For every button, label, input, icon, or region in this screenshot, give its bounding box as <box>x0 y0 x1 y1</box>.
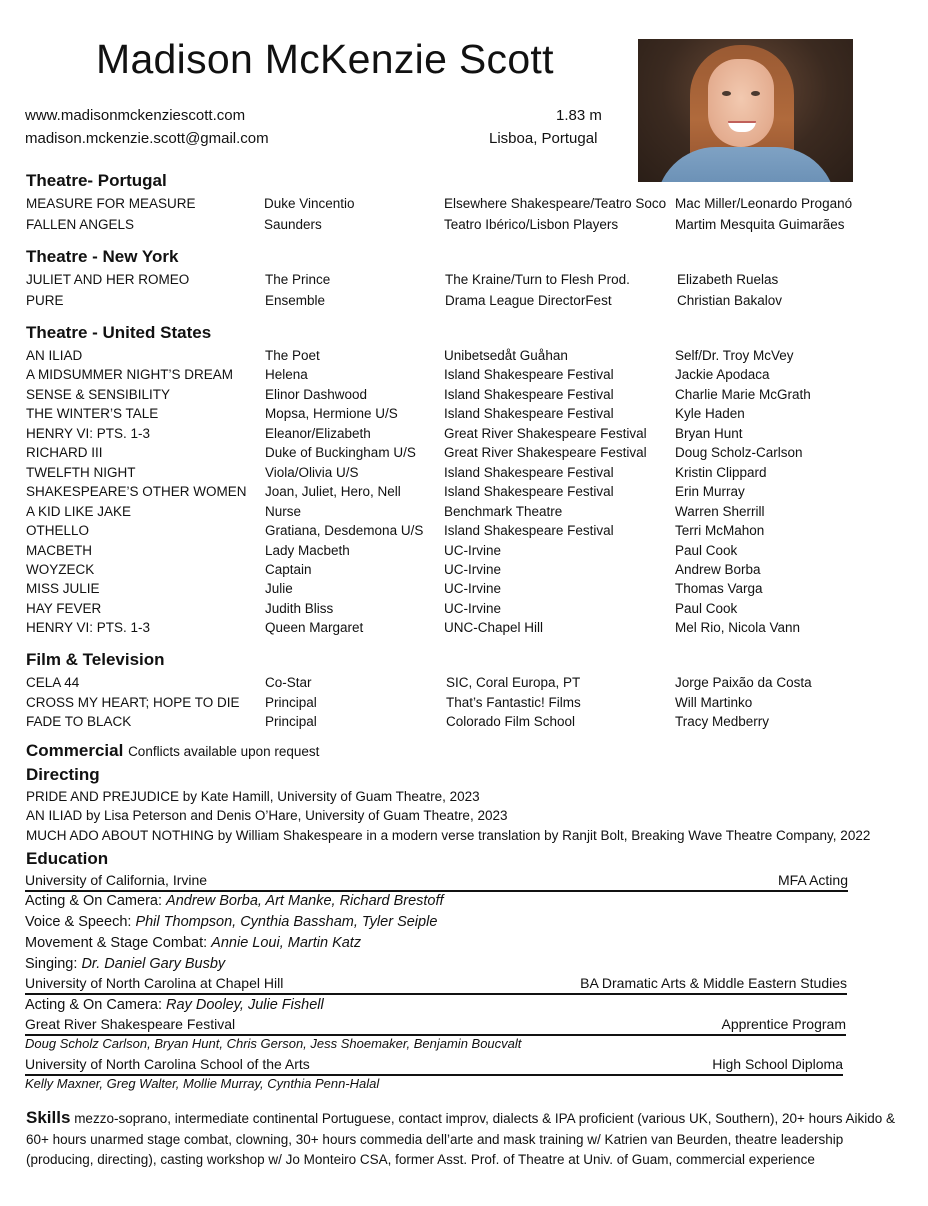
company: Great River Shakespeare Festival <box>444 445 647 461</box>
role: Ensemble <box>265 292 326 308</box>
production-title: SHAKESPEARE’S OTHER WOMEN <box>26 484 247 500</box>
credit-row <box>0 385 928 404</box>
production-title: FALLEN ANGELS <box>26 216 135 232</box>
directing-item: AN ILIAD by Lisa Peterson and Denis O’Hare, University of Guam Theatre, 2023 <box>26 808 508 823</box>
website-link[interactable]: www.madisonmckenziescott.com <box>25 107 246 124</box>
director: Kristin Clippard <box>675 464 767 480</box>
role: Saunders <box>264 216 322 232</box>
director: Elizabeth Ruelas <box>677 272 779 287</box>
director: Andrew Borba <box>675 561 761 577</box>
director: Paul Cook <box>675 600 738 616</box>
company: UC-Irvine <box>444 561 502 577</box>
degree: BA Dramatic Arts & Middle Eastern Studies <box>580 975 847 991</box>
company: Elsewhere Shakespeare/Teatro Soco <box>444 196 667 211</box>
director: Paul Cook <box>675 542 738 558</box>
company: Great River Shakespeare Festival <box>444 425 647 441</box>
production-title: MEASURE FOR MEASURE <box>26 196 196 211</box>
production-title: PURE <box>26 292 64 308</box>
section-heading-commercial: Commercial <box>26 741 124 760</box>
school-name: Great River Shakespeare Festival <box>25 1016 236 1032</box>
section-heading-skills: Skills <box>26 1108 71 1127</box>
credit-row <box>0 270 928 289</box>
role: Judith Bliss <box>265 600 334 616</box>
commercial-line <box>26 740 319 763</box>
credit-row <box>0 443 928 462</box>
skills-text: mezzo-soprano, intermediate continental Portuguese, contact improv, dialects & IPA proficient (various UK, Southern), 20+ hours Aikido & 60+ hours unarmed stage combat, clowning, 30+ hours commedia dell’arte and mask training w/ Katrien van Beurden, theatre leadership (producing, directing), casting workshop w/ Jo Monteiro CSA, former Asst. Prof. of Theatre at Univ. of Guam, commercial experience <box>26 1111 895 1167</box>
directing-item: MUCH ADO ABOUT NOTHING by William Shakespeare in a modern verse translation by Ranjit Bolt, Breaking Wave Theatre Company, 2022 <box>26 828 871 843</box>
company: UC-Irvine <box>444 542 502 558</box>
production-title: THE WINTER’S TALE <box>26 406 159 422</box>
company: Island Shakespeare Festival <box>444 386 614 402</box>
training-line: Singing: Dr. Daniel Gary Busby <box>25 956 226 972</box>
role: Principal <box>265 694 317 710</box>
training-line: Voice & Speech: Phil Thompson, Cynthia Bassham, Tyler Seiple <box>25 914 438 930</box>
credit-row <box>0 404 928 423</box>
role: The Prince <box>265 272 331 287</box>
section-heading-theatre-us: Theatre - United States <box>26 323 212 342</box>
production-title: TWELFTH NIGHT <box>26 464 136 480</box>
role: Viola/Olivia U/S <box>265 464 359 480</box>
director: Will Martinko <box>675 694 753 710</box>
company: Colorado Film School <box>446 714 576 729</box>
role: Principal <box>265 714 317 729</box>
director: Martim Mesquita Guimarães <box>675 216 845 232</box>
company: Island Shakespeare Festival <box>444 523 614 539</box>
director: Mel Rio, Nicola Vann <box>675 620 801 636</box>
credit-row <box>0 291 928 310</box>
company: Unibetsedåt Guåhan <box>444 348 568 363</box>
production-title: FADE TO BLACK <box>26 714 132 729</box>
education-entry-unc <box>25 974 847 995</box>
company: SIC, Coral Europa, PT <box>446 675 581 690</box>
director: Erin Murray <box>675 484 745 500</box>
company: The Kraine/Turn to Flesh Prod. <box>445 272 630 287</box>
role: Duke of Buckingham U/S <box>265 445 416 461</box>
headshot-photo <box>638 39 853 182</box>
education-entry-uncsa <box>25 1055 843 1076</box>
credit-row <box>0 215 928 234</box>
role: Elinor Dashwood <box>265 386 368 402</box>
school-name: University of North Carolina School of the Arts <box>25 1056 310 1072</box>
production-title: OTHELLO <box>26 523 90 539</box>
credit-row <box>0 693 928 712</box>
role: Helena <box>265 367 308 383</box>
credit-row <box>0 365 928 384</box>
skills-paragraph <box>26 1108 906 1171</box>
section-heading-theatre-portugal: Theatre- Portugal <box>26 171 167 190</box>
credit-row <box>0 673 928 692</box>
credit-row <box>0 194 928 213</box>
directing-item: PRIDE AND PREJUDICE by Kate Hamill, University of Guam Theatre, 2023 <box>26 789 480 804</box>
production-title: WOYZECK <box>26 561 95 577</box>
credit-row <box>0 521 928 540</box>
credit-row <box>0 712 928 731</box>
location: Lisboa, Portugal <box>489 130 598 147</box>
production-title: RICHARD III <box>26 445 103 461</box>
director: Mac Miller/Leonardo Proganó <box>675 196 853 211</box>
training-line: Acting & On Camera: Ray Dooley, Julie Fishell <box>25 997 324 1013</box>
education-entry-uci <box>25 871 848 892</box>
school-name: University of California, Irvine <box>25 872 208 888</box>
company: Island Shakespeare Festival <box>444 367 614 383</box>
production-title: MISS JULIE <box>26 581 100 597</box>
role: Mopsa, Hermione U/S <box>265 406 398 422</box>
role: Captain <box>265 561 312 577</box>
company: Drama League DirectorFest <box>445 292 612 308</box>
role: Gratiana, Desdemona U/S <box>265 523 424 539</box>
section-heading-directing: Directing <box>26 765 100 784</box>
director: Jackie Apodaca <box>675 367 770 383</box>
production-title: CROSS MY HEART; HOPE TO DIE <box>26 694 240 710</box>
company: That’s Fantastic! Films <box>446 694 581 710</box>
degree: Apprentice Program <box>721 1016 846 1032</box>
production-title: AN ILIAD <box>26 348 83 363</box>
production-title: A KID LIKE JAKE <box>26 503 132 519</box>
director: Thomas Varga <box>675 581 763 597</box>
company: UC-Irvine <box>444 581 502 597</box>
role: The Poet <box>265 348 320 363</box>
director: Bryan Hunt <box>675 425 743 441</box>
production-title: HAY FEVER <box>26 600 102 616</box>
role: Nurse <box>265 503 302 519</box>
production-title: SENSE & SENSIBILITY <box>26 386 171 402</box>
credit-row <box>0 560 928 579</box>
credit-row <box>0 599 928 618</box>
credit-row <box>0 463 928 482</box>
production-title: CELA 44 <box>26 675 80 690</box>
director: Christian Bakalov <box>677 292 783 308</box>
role: Queen Margaret <box>265 620 364 636</box>
credit-row <box>0 541 928 560</box>
role: Co-Star <box>265 675 312 690</box>
director: Warren Sherrill <box>675 503 765 519</box>
credit-row <box>0 482 928 501</box>
role: Lady Macbeth <box>265 542 350 558</box>
role: Joan, Juliet, Hero, Nell <box>265 484 401 500</box>
director: Terri McMahon <box>675 523 765 539</box>
credit-row <box>0 424 928 443</box>
training-names: Doug Scholz Carlson, Bryan Hunt, Chris Gerson, Jess Shoemaker, Benjamin Boucvalt <box>25 1036 522 1051</box>
company: UNC-Chapel Hill <box>444 620 544 636</box>
production-title: HENRY VI: PTS. 1-3 <box>26 425 151 441</box>
training-names: Kelly Maxner, Greg Walter, Mollie Murray, Cynthia Penn-Halal <box>25 1076 380 1091</box>
director: Self/Dr. Troy McVey <box>675 348 794 363</box>
production-title: HENRY VI: PTS. 1-3 <box>26 620 151 636</box>
company: Island Shakespeare Festival <box>444 464 614 480</box>
credit-row <box>0 346 928 365</box>
production-title: MACBETH <box>26 542 93 558</box>
height: 1.83 m <box>556 107 602 124</box>
role: Julie <box>265 581 293 597</box>
director: Jorge Paixão da Costa <box>675 675 812 690</box>
director: Tracy Medberry <box>675 714 770 729</box>
section-heading-theatre-new-york: Theatre - New York <box>26 247 179 266</box>
company: Benchmark Theatre <box>444 503 563 519</box>
company: Island Shakespeare Festival <box>444 484 614 500</box>
commercial-note: Conflicts available upon request <box>128 744 320 759</box>
performer-name: Madison McKenzie Scott <box>96 36 554 82</box>
director: Kyle Haden <box>675 406 745 422</box>
degree: MFA Acting <box>777 872 848 888</box>
company: Teatro Ibérico/Lisbon Players <box>444 216 619 232</box>
section-heading-education: Education <box>26 849 109 868</box>
credit-row <box>0 579 928 598</box>
training-line: Acting & On Camera: Andrew Borba, Art Manke, Richard Brestoff <box>25 893 444 909</box>
email-link[interactable]: madison.mckenzie.scott@gmail.com <box>25 130 269 147</box>
production-title: JULIET AND HER ROMEO <box>26 272 190 287</box>
education-entry-grsf <box>25 1015 846 1036</box>
credit-row <box>0 618 928 637</box>
section-heading-film-tv: Film & Television <box>26 650 165 669</box>
role: Eleanor/Elizabeth <box>265 425 371 441</box>
company: Island Shakespeare Festival <box>444 406 614 422</box>
production-title: A MIDSUMMER NIGHT’S DREAM <box>26 367 234 383</box>
training-line: Movement & Stage Combat: Annie Loui, Martin Katz <box>25 935 362 951</box>
degree: High School Diploma <box>712 1056 843 1072</box>
school-name: University of North Carolina at Chapel Hill <box>25 975 284 991</box>
credit-row <box>0 502 928 521</box>
director: Charlie Marie McGrath <box>675 386 811 402</box>
director: Doug Scholz-Carlson <box>675 445 803 461</box>
company: UC-Irvine <box>444 600 502 616</box>
role: Duke Vincentio <box>264 196 355 211</box>
